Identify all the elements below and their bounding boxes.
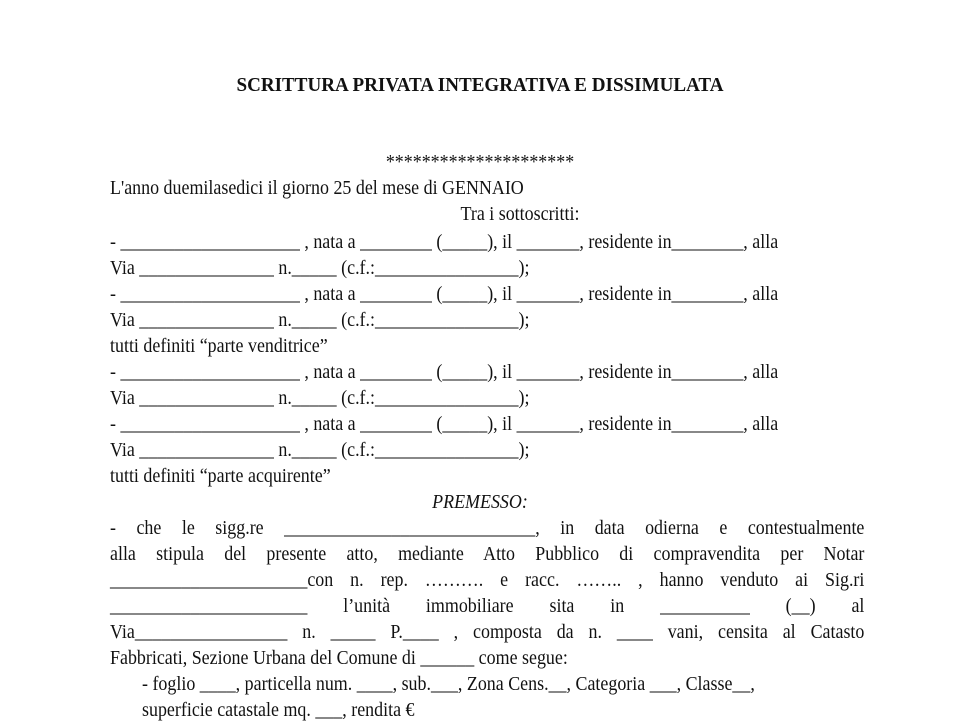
premise-line-4: ______________________ l’unità immobiliare sita in __________ (__) al: [110, 596, 865, 617]
cadastral-line-2: superficie catastale mq. ___, rendita €: [142, 700, 415, 721]
buyer-1-line-2: Via _______________ n._____ (c.f.:________________);: [110, 388, 530, 409]
premise-line-6: Fabbricati, Sezione Urbana del Comune di ______ come segue:: [110, 648, 568, 669]
buyer-1-line-1: - ____________________ , nata a ________ (_____), il _______, residente in________, alla: [110, 362, 779, 383]
date-line: L'anno duemilasedici il giorno 25 del mese di GENNAIO: [110, 178, 524, 199]
seller-1-line-2: Via _______________ n._____ (c.f.:________________);: [110, 258, 530, 279]
premise-line-2: alla stipula del presente atto, mediante Atto Pubblico di compravendita per Notar: [110, 544, 865, 565]
separator: *********************: [385, 152, 575, 173]
buyer-2-line-1: - ____________________ , nata a ________ (_____), il _______, residente in________, alla: [110, 414, 779, 435]
cadastral-line-1: - foglio ____, particella num. ____, sub.___, Zona Cens.__, Categoria ___, Classe__,: [142, 674, 755, 695]
premise-line-3: ______________________con n. rep. ………. e racc. …….. , hanno venduto ai Sig.ri: [110, 570, 865, 591]
seller-2-line-2: Via _______________ n._____ (c.f.:________________);: [110, 310, 530, 331]
buyers-definition: tutti definiti “parte acquirente”: [110, 466, 331, 487]
premise-line-1: - che le sigg.re ____________________________, in data odierna e contestualmente: [110, 518, 865, 539]
buyer-2-line-2: Via _______________ n._____ (c.f.:________________);: [110, 440, 530, 461]
seller-2-line-1: - ____________________ , nata a ________ (_____), il _______, residente in________, alla: [110, 284, 779, 305]
parties-intro: Tra i sottoscritti:: [460, 204, 580, 225]
document-title: SCRITTURA PRIVATA INTEGRATIVA E DISSIMULATA: [236, 74, 724, 96]
premesso-heading: PREMESSO:: [432, 492, 528, 513]
sellers-definition: tutti definiti “parte venditrice”: [110, 336, 328, 357]
premise-line-5: Via_________________ n. _____ P.____ , composta da n. ____ vani, censita al Catasto: [110, 622, 865, 643]
seller-1-line-1: - ____________________ , nata a ________ (_____), il _______, residente in________, alla: [110, 232, 779, 253]
